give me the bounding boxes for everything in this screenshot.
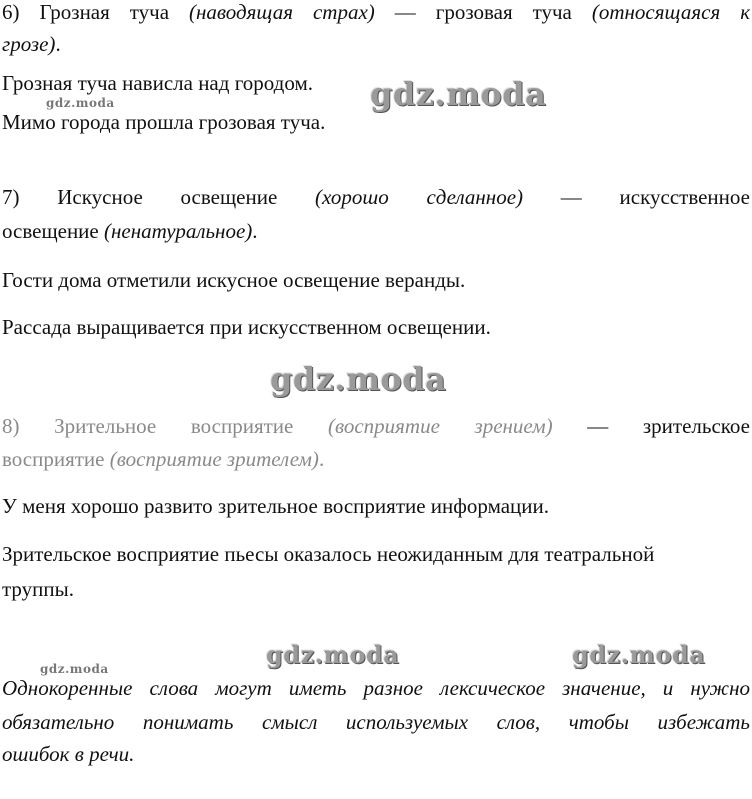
section-8-definition-line2: восприятие (восприятие зрителем). — [2, 447, 325, 471]
watermark-logo-small: gdz.moda — [40, 662, 109, 676]
section-8-example-2-line1: Зрительское восприятие пьесы оказалось неожиданным для театральной — [2, 542, 655, 566]
conclusion-line1: Однокоренные слова могут иметь разное лексическое значение, и нужно — [2, 676, 750, 700]
section-6-definition-line1: 6) Грозная туча (наводящая страх) — грозовая туча (относящаяся к — [2, 0, 751, 24]
section-6-example-1: Грозная туча нависла над городом. — [2, 71, 314, 95]
section-8-example-1: У меня хорошо развито зрительное восприятие информации. — [2, 494, 550, 518]
conclusion-line2: обязательно понимать смысл используемых слов, чтобы избежать — [2, 710, 750, 734]
watermark-logo: gdz.moda — [270, 360, 447, 398]
watermark-logo: gdz.moda — [266, 640, 400, 669]
section-6-example-2: Мимо города прошла грозовая туча. — [2, 110, 326, 134]
section-8-example-2-line2: труппы. — [2, 577, 74, 601]
section-7-definition-line1: 7) Искусное освещение (хорошо сделанное) — искусственное — [2, 185, 750, 209]
section-8-definition-line1: 8) Зрительное восприятие (восприятие зрением) — зрительское — [2, 414, 751, 438]
section-7-definition-line2: освещение (ненатуральное). — [2, 219, 258, 243]
watermark-logo: gdz.moda — [572, 640, 706, 669]
section-6-definition-line2: грозе). — [2, 32, 61, 56]
section-7-example-1: Гости дома отметили искусное освещение веранды. — [2, 268, 466, 292]
watermark-logo: gdz.moda — [370, 75, 547, 113]
section-7-example-2: Рассада выращивается при искусственном освещении. — [2, 315, 491, 339]
watermark-logo-small: gdz.moda — [46, 96, 115, 110]
conclusion-line3: ошибок в речи. — [2, 742, 135, 766]
